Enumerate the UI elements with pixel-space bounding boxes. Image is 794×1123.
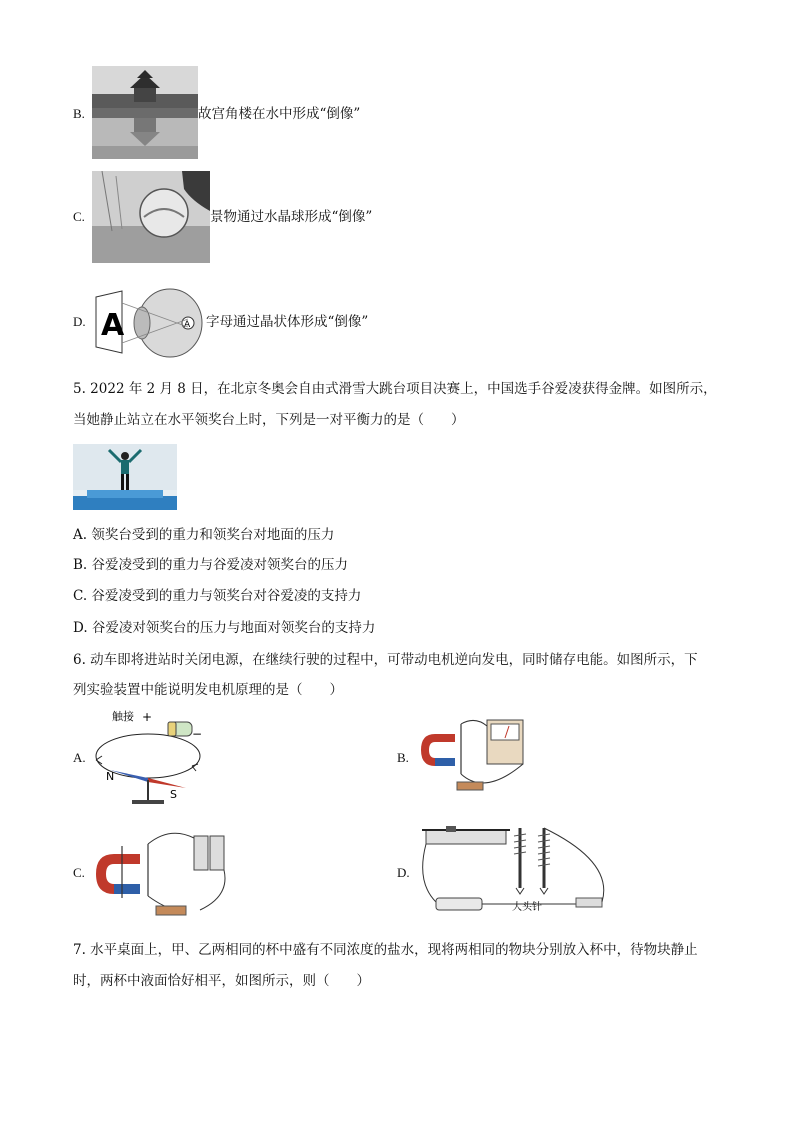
compass-needle-circuit-figure	[88, 708, 238, 808]
q5-option-d: D. 谷爱凌对领奖台的压力与地面对领奖台的支持力	[73, 620, 376, 636]
magnet-battery-circuit-figure	[90, 826, 240, 920]
q5-option-c: C. 谷爱凌受到的重力与领奖台对谷爱凌的支持力	[73, 588, 362, 604]
q6-option-c-label: C.	[73, 865, 85, 880]
magnet-galvanometer-figure	[415, 716, 535, 800]
q5-option-a: A. 领奖台受到的重力和领奖台对地面的压力	[73, 527, 335, 543]
pin-label: 大头针	[512, 902, 542, 913]
q6-stem-line2: 列实验装置中能说明发电机原理的是（ ）	[73, 682, 343, 698]
q5-option-b: B. 谷爱凌受到的重力与谷爱凌对领奖台的压力	[73, 557, 349, 573]
q6-option-b-label: B.	[397, 750, 409, 765]
q6-option-a-label: A.	[73, 750, 86, 765]
minus-label: −	[192, 727, 203, 741]
q4-option-b-text: 故宫角楼在水中形成“倒像”	[198, 106, 361, 122]
electromagnet-pins-figure	[416, 822, 616, 918]
q6-option-d-label: D.	[397, 865, 410, 880]
crystal-ball-photo	[92, 171, 210, 263]
svg-text:A: A	[184, 320, 191, 330]
plus-label: +	[142, 710, 153, 724]
q4-option-d-letter: D.	[73, 314, 86, 329]
q4-option-d-text: 字母通过晶状体形成“倒像”	[206, 314, 369, 330]
q5-stem-line2: 当她静止站立在水平领奖台上时，下列是一对平衡力的是（ ）	[73, 412, 465, 428]
q6-stem-line1: 6. 动车即将进站时关闭电源，在继续行驶的过程中，可带动电机逆向发电，同时储存电能。如图所示，下	[73, 652, 698, 668]
podium-photo	[73, 444, 177, 510]
corner-tower-reflection-photo	[92, 66, 198, 159]
s-pole-label: S	[170, 788, 177, 801]
q5-stem-line1: 5. 2022 年 2 月 8 日，在北京冬奥会自由式滑雪大跳台项目决赛上，中国选手谷爱凌获得金牌。如图所示，	[73, 381, 717, 397]
q7-stem-line1: 7. 水平桌面上，甲、乙两相同的杯中盛有不同浓度的盐水，现将两相同的物块分别放入杯中，待物块静止	[73, 942, 698, 958]
q7-stem-line2: 时，两杯中液面恰好相平，如图所示，则（ ）	[73, 973, 370, 989]
q4-option-c-text: 景物通过水晶球形成“倒像”	[210, 209, 373, 225]
svg-text:A: A	[101, 308, 125, 343]
q4-option-c-letter: C.	[73, 209, 85, 224]
n-pole-label: N	[106, 770, 115, 783]
touch-label: 触接	[112, 710, 134, 723]
q4-option-b-letter: B.	[73, 106, 85, 121]
eye-lens-diagram	[92, 283, 206, 366]
